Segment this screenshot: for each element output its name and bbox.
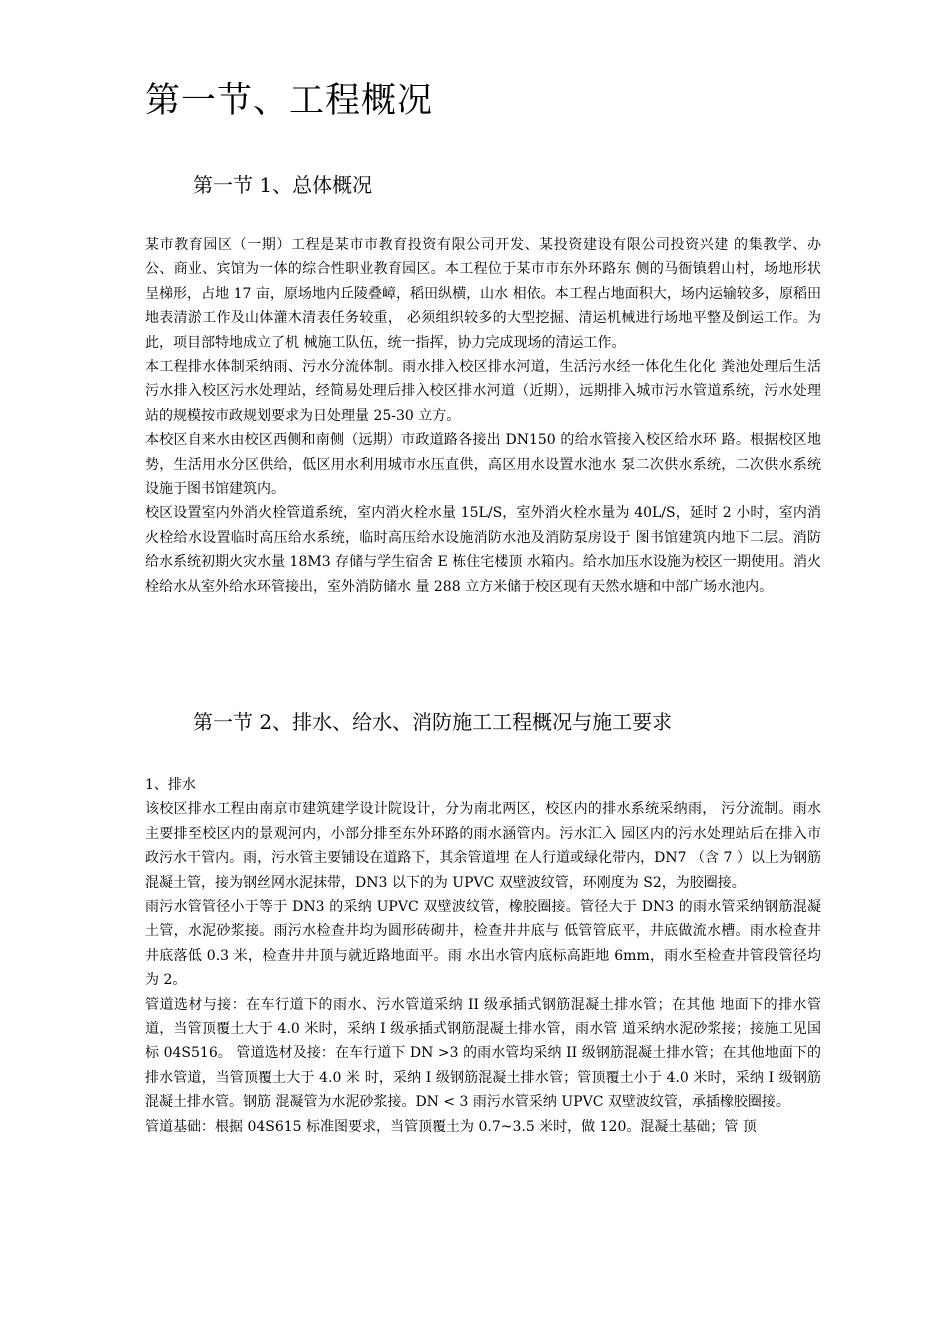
subheading-drainage: 1、排水 (145, 777, 196, 793)
section-body-overview (145, 233, 821, 599)
page-title: 第一节、工程概况 (145, 81, 434, 121)
paragraph: 某市教育园区（一期）工程是某市市教育投资有限公司开发、某投资建设有限公司投资兴建 的集教学、办公、商业、宾馆为一体的综合性职业教育园区。本工程位于某市市东外环路东 侧的马衙镇碧山村，场地形状呈梯形，占地 17 亩，原场地内丘陵叠嶂，稻田纵横，山水 相依。本工程占地面积大，场内运输较多，原稻田地表清淤工作及山体灌木清表任务较重， 必须组织较多的大型挖掘、清运机械进行场地平整及倒运工作。为此，项目部特地成立了机 械施工队伍，统一指挥，协力完成现场的清运工作。 (145, 237, 821, 351)
paragraph: 管道选材与接：在车行道下的雨水、污水管道采纳 II 级承插式钢筋混凝土排水管；在其他 地面下的排水管道，当管顶覆土大于 4.0 米时，采纳 I 级承插式钢筋混凝土排水管，雨水管 道采纳水泥砂浆接；接施工见国标 04S516。 管道选材及接：在车行道下 DN >3 的雨水管均采纳 II 级钢筋混凝土排水管；在其他地面下的排水管道，当管顶覆土大于 4.0 米 时，采纳 I 级钢筋混凝土排水管；管顶覆土小于 4.0 米时，采纳 I 级钢筋混凝土排水管。钢筋 混凝管为水泥砂浆接。DN < 3 雨污水管采纳 UPVC 双壁波纹管，承插橡胶圈接。 (145, 996, 821, 1111)
paragraph: 该校区排水工程由南京市建筑建学设计院设计，分为南北两区，校区内的排水系统采纳雨， 污分流制。雨水主要排至校区内的景观河内，小部分排至东外环路的雨水涵管内。污水汇入 园区内的污水处理站后在排入市政污水干管内。雨，污水管主要铺设在道路下，其余管道埋 在人行道或绿化带内，DN7 （含 7 ）以上为钢筋混凝土管，接为钢丝网水泥抹带，DN3 以下的为 UPVC 双壁波纹管，环刚度为 S2，为胶圈接。 (145, 801, 821, 891)
section-body-drainage (145, 773, 821, 1139)
section-heading-drainage: 第一节 2、排水、给水、消防施工工程概况与施工要求 (193, 710, 673, 734)
paragraph: 雨污水管管径小于等于 DN3 的采纳 UPVC 双壁波纹管，橡胶圈接。管径大于 DN3 的雨水管采纳钢筋混凝土管，水泥砂浆接。雨污水检查井均为圆形砖砌井，检查井井底与 低管管底平，井底做流水槽。雨水检查井井底落低 0.3 米，检查井井顶与就近路地面平。雨 水出水管内底标高距地 6mm，雨水至检查井管段管径均为 2。 (145, 899, 821, 989)
section-heading-overview: 第一节 1、总体概况 (193, 173, 373, 197)
paragraph: 本校区自来水由校区西侧和南侧（远期）市政道路各接出 DN150 的给水管接入校区给水环 路。根据校区地势，生活用水分区供给，低区用水利用城市水压直供，高区用水设置水池水 泵二次供水系统，二次供水系统设施于图书馆建筑内。 (145, 432, 821, 498)
paragraph: 校区设置室内外消火栓管道系统，室内消火栓水量 15L/S，室外消火栓水量为 40L/S，延时 2 小时，室内消火栓给水设置临时高压给水系统，临时高压给水设施消防水池及消防泵房设于 图书馆建筑内地下二层。消防给水系统初期火灾水量 18M3 存储与学生宿舍 E 栋住宅楼顶 水箱内。给水加压水设施为校区一期使用。消火栓给水从室外给水环管接出，室外消防储水 量 288 立方米储于校区现有天然水塘和中部广场水池内。 (145, 505, 821, 595)
paragraph: 本工程排水体制采纳雨、污水分流体制。雨水排入校区排水河道，生活污水经一体化生化化 粪池处理后生活污水排入校区污水处理站，经简易处理后排入校区排水河道（近期），远期排入城市污水管道系统，污水处理站的规模按市政规划要求为日处理量 25-30 立方。 (145, 359, 821, 424)
paragraph: 管道基础：根据 04S615 标准图要求，当管顶覆土为 0.7~3.5 米时，做 120。混凝土基础；管 顶 (145, 1118, 757, 1135)
